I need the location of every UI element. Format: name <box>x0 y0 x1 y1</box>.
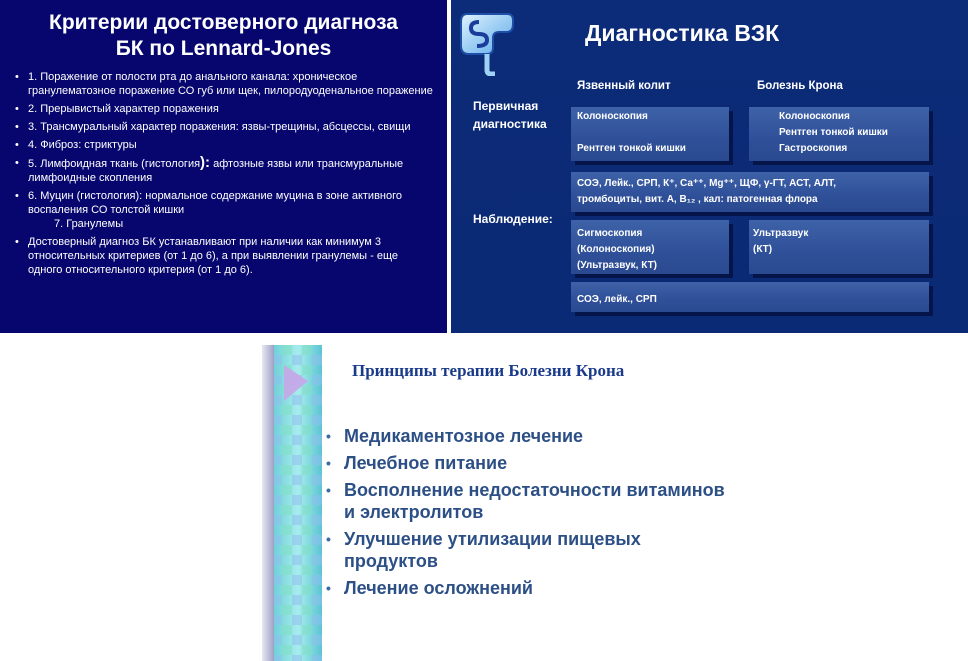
cd-primary-item: Колоноскопия <box>779 111 850 122</box>
slide-crohn-therapy <box>248 339 742 661</box>
therapy-item-text: Улучшение утилизации пищевых продуктов <box>344 529 641 571</box>
labs-short-box <box>571 282 929 312</box>
criteria-item: • 1. Поражение от полости рта до анального канала: хроническое гранулематозное поражение СО губ или щек, пилородуоденальное поражение <box>28 70 433 98</box>
criteria-item-5 <box>28 156 433 185</box>
slide-diagnostics-ibd <box>451 0 968 333</box>
therapy-item-text: Лечебное питание <box>344 453 508 473</box>
row-primary-line1: Первичная <box>473 99 539 113</box>
criteria-item-5-paren: ): <box>200 154 211 171</box>
criteria-item: • 2. Прерывистый характер поражения <box>28 102 433 116</box>
slide1-title <box>14 10 433 62</box>
bullet-icon: • <box>326 482 331 498</box>
slide1-title-line1: Критерии достоверного диагноза <box>49 11 398 34</box>
cd-primary-item: Гастроскопия <box>779 143 848 154</box>
row-observe-label: Наблюдение: <box>473 212 553 226</box>
therapy-item <box>326 452 734 474</box>
uc-observe-box <box>571 220 729 274</box>
logo-icon <box>457 8 517 76</box>
row-primary-label <box>473 97 547 133</box>
uc-observe-item: Сигмоскопия <box>577 228 643 239</box>
labs-line: тромбоциты, вит. А, B₁₂ , кал: патогенная флора <box>577 194 818 205</box>
column-cd: Болезнь Крона <box>757 80 843 92</box>
row-primary-line2: диагностика <box>473 117 547 131</box>
bullet-icon: • <box>326 580 331 596</box>
labs-line: СОЭ, Лейк., СРП, К⁺, Са⁺⁺, Mg⁺⁺, ЩФ, γ-ГТ, АСТ, АЛТ, <box>577 178 836 189</box>
uc-primary-box <box>571 107 729 161</box>
cd-primary-item: Рентген тонкой кишки <box>779 127 888 138</box>
uc-primary-item: Колоноскопия <box>577 111 648 122</box>
slide1-title-line2: БК по Lennard-Jones <box>115 37 332 60</box>
therapy-item-text: Восполнение недостаточности витаминов и электролитов <box>344 480 725 522</box>
uc-observe-item: (Ультразвук, КТ) <box>577 260 658 271</box>
criteria-item-7: 7. Гранулемы <box>54 218 124 230</box>
cd-observe-box <box>749 220 929 274</box>
labs-box <box>571 172 929 212</box>
therapy-item <box>326 528 734 572</box>
slide-lennard-jones <box>0 0 447 333</box>
criteria-item-6: • 6. Муцин (гистология): нормальное содержание муцина в зоне активного воспаления СО толстой кишки <box>28 189 433 217</box>
uc-primary-item: Рентген тонкой кишки <box>577 143 686 154</box>
criteria-conclusion: • Достоверный диагноз БК устанавливают при наличии как минимум 3 относительных критериев (от 1 до 6), а при выявлении гранулемы - еще одного относительного критерия (от 1 до 6). <box>28 235 433 277</box>
therapy-item <box>326 425 734 447</box>
cd-primary-box <box>749 107 929 161</box>
therapy-item <box>326 479 734 523</box>
criteria-item-5-part1: 5. Лимфоидная ткань (гистология <box>28 158 201 170</box>
bullet-icon: • <box>326 455 331 471</box>
criteria-item-5-part2: афтозные язвы или трансмуральные лимфоидные скопления <box>28 158 404 184</box>
criteria-list <box>14 70 433 277</box>
slide2-title: Диагностика ВЗК <box>585 20 780 46</box>
therapy-item-text: Медикаментозное лечение <box>344 426 584 446</box>
column-uc: Язвенный колит <box>577 80 671 92</box>
cd-observe-item: (КТ) <box>753 244 773 255</box>
criteria-item: • 4. Фиброз: стриктуры <box>28 138 433 152</box>
decorative-strip-icon <box>262 345 322 661</box>
cd-observe-item: Ультразвук <box>753 228 809 239</box>
labs-short-line: СОЭ, лейк., СРП <box>577 294 657 305</box>
therapy-item <box>326 577 734 599</box>
slide3-title: Принципы терапии Болезни Крона <box>352 361 625 380</box>
bullet-icon: • <box>326 428 331 444</box>
therapy-list <box>326 425 734 604</box>
criteria-item: • 3. Трансмуральный характер поражения: язвы-трещины, абсцессы, свищи <box>28 120 433 134</box>
therapy-item-text: Лечение осложнений <box>344 578 533 598</box>
bullet-icon: • <box>326 531 331 547</box>
uc-observe-item: (Колоноскопия) <box>577 244 655 255</box>
